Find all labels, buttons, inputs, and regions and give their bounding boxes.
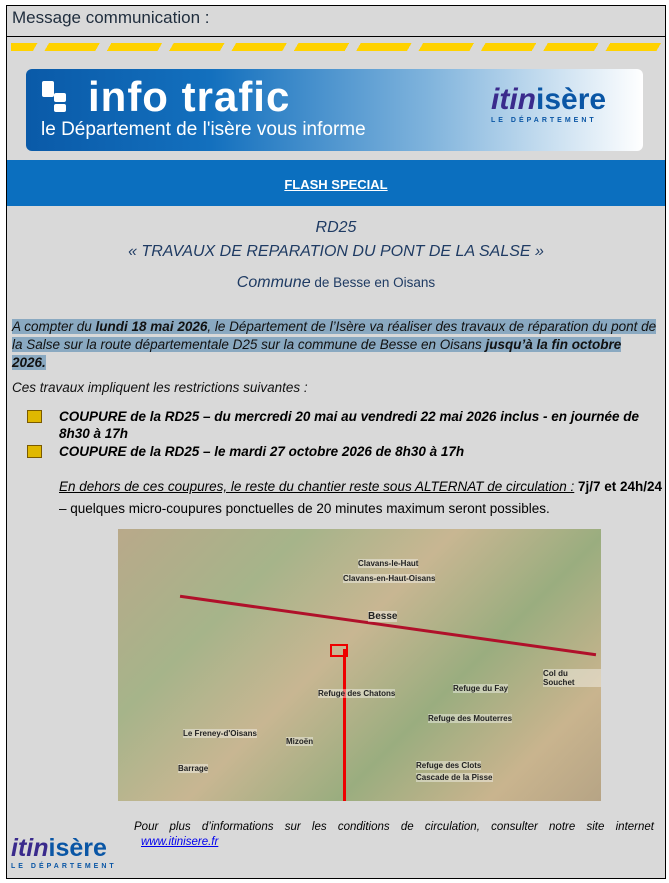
banner-title: info trafic [88, 73, 291, 120]
itinisere-logo [491, 83, 606, 124]
note-text: – quelques micro-coupures ponctuelles de 20 minutes maximum seront possibles. [59, 501, 550, 516]
hazard-stripes [11, 43, 661, 51]
logo-part: isère [48, 834, 107, 862]
start-date: lundi 18 mai 2026 [95, 319, 208, 334]
flash-bar [7, 160, 665, 206]
intro-paragraph [12, 318, 657, 372]
map-label: Besse [368, 611, 398, 622]
list-item [27, 443, 663, 460]
note-bold: 7j/7 et 24h/24 [574, 479, 663, 494]
map-label: Refuge des Chatons [318, 689, 396, 698]
footer-logo [11, 834, 117, 870]
map-label: Refuge des Clots [416, 761, 482, 770]
banner-subtitle: le Département de l'isère vous informe [41, 119, 366, 140]
list-item [27, 408, 663, 442]
closure-text: COUPURE de la RD25 – le mardi 27 octobre 2026 de 8h30 à 17h [59, 444, 465, 459]
restrictions-intro: Ces travaux impliquent les restrictions suivantes : [12, 380, 308, 395]
traffic-icon [40, 79, 70, 113]
road-closed-icon [27, 410, 42, 423]
info-trafic-banner [26, 69, 643, 151]
header-title: Message communication : [12, 8, 210, 27]
road-line [180, 595, 596, 656]
map-label: Refuge des Mouterres [428, 714, 513, 723]
notice-title: « TRAVAUX DE REPARATION DU PONT DE LA SALSE » [128, 243, 544, 260]
logo-part: itin [491, 83, 536, 116]
closure-text: COUPURE de la RD25 – du mercredi 20 mai au vendredi 22 mai 2026 inclus - en journée de 8h30 à 17h [59, 409, 639, 441]
commune-label: Commune [236, 274, 311, 291]
text: , le Département de l’Isère va réaliser des travaux de réparation du pont de la Salse sur la route départementale D25 sur la commune de Besse en Oisans [12, 319, 657, 352]
closure-list [27, 408, 663, 461]
road-closed-icon [27, 445, 42, 458]
map-label: Refuge du Fay [453, 684, 509, 693]
map-label: Barrage [178, 764, 209, 773]
logo-part: isère [536, 83, 607, 116]
flash-special-link[interactable]: FLASH SPECIAL [284, 177, 388, 192]
map-label: Mizoën [286, 737, 314, 746]
commune-name: de Besse en Oisans [310, 275, 436, 290]
commune [7, 274, 665, 292]
map-label: Le Freney-d'Oisans [183, 729, 257, 738]
map-label: Clavans-en-Haut-Oisans [343, 574, 436, 583]
message-frame [6, 5, 666, 879]
road-name: RD25 [315, 219, 357, 236]
map-label: Cascade de la Pisse [416, 773, 493, 782]
map-image [118, 529, 601, 801]
logo-part: itin [11, 834, 49, 862]
work-site-marker [330, 644, 348, 657]
text: A compter du [12, 319, 96, 334]
map-label: Col du Souchet [543, 669, 601, 687]
alternat-note [59, 476, 663, 520]
logo-subtitle: LE DÉPARTEMENT [11, 863, 117, 870]
note-underlined: En dehors de ces coupures, le reste du chantier reste sous ALTERNAT de circulation : [59, 479, 575, 494]
footer-text: Pour plus d’informations sur les conditions de circulation, consulter notre site internet [134, 821, 654, 833]
map-label: Clavans-le-Haut [358, 559, 419, 568]
access-line [343, 649, 346, 801]
end-date: jusqu’à la fin octobre 2026. [12, 337, 622, 370]
logo-subtitle: LE DÉPARTEMENT [491, 117, 597, 124]
message-header [7, 6, 665, 37]
website-link[interactable]: www.itinisere.fr [141, 836, 219, 848]
